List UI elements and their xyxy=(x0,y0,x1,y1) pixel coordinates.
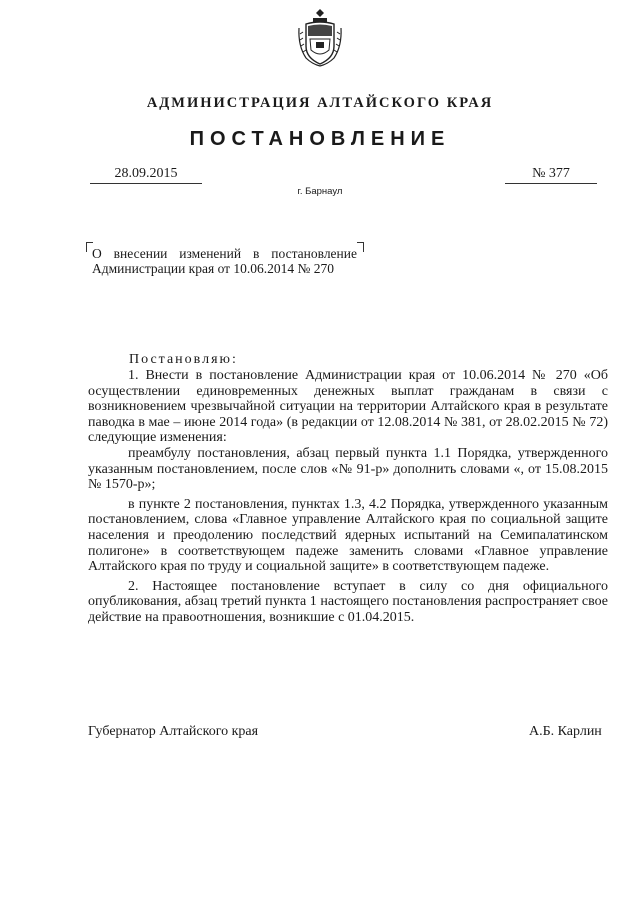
organization-name: АДМИНИСТРАЦИЯ АЛТАЙСКОГО КРАЯ xyxy=(146,95,494,111)
signature-role: Губернатор Алтайского края xyxy=(88,724,259,739)
document-subject: О внесении изменений в постановление Администрации края от 10.06.2014 № 270 xyxy=(92,246,357,276)
city-label: г. Барнаул xyxy=(297,186,343,197)
subject-bracket-right xyxy=(357,242,364,252)
body-paragraph: 1. Внести в постановление Администрации края от 10.06.2014 № 270 «Об осуществлении единовременных денежных выплат гражданам в связи с возникновением чрезвычайной ситуации на территории Алтайского края в результате паводка в мае – июне 2014 года» (в редакции от 12.08.2014 № 381, от 28.02.2015 № 72) следующие изменения: xyxy=(88,368,608,446)
document-number: № 377 xyxy=(505,166,597,184)
body-paragraph: преамбулу постановления, абзац первый пункта 1.1 Порядка, утвержденного указанным постановлением, после слов «№ 91-р» дополнить словами «, от 15.08.2015 № 1570-р»; xyxy=(88,445,608,493)
signature-name: А.Б. Карлин xyxy=(529,724,602,739)
document-date: 28.09.2015 xyxy=(90,166,202,184)
decree-word: Постановляю: xyxy=(129,352,238,367)
body-paragraph: в пункте 2 постановления, пунктах 1.3, 4.2 Порядка, утвержденного указанным постановлением, слова «Главное управление Алтайского края по социальной защите населения и преодолению последствий ядерных испытаний на Семипалатинском полигоне» в соответствующем падеже заменить словами «Главное управление Алтайского края по труду и социальной защите» в соответствующем падеже. xyxy=(88,496,608,575)
document-type: ПОСТАНОВЛЕНИЕ xyxy=(189,128,451,150)
coat-of-arms-icon xyxy=(296,6,344,68)
document-body xyxy=(88,368,608,626)
body-paragraph: 2. Настоящее постановление вступает в силу со дня официального опубликования, абзац третий пункта 1 настоящего постановления распространяет свое действие на правоотношения, возникшие с 01.04.2015. xyxy=(88,578,608,625)
